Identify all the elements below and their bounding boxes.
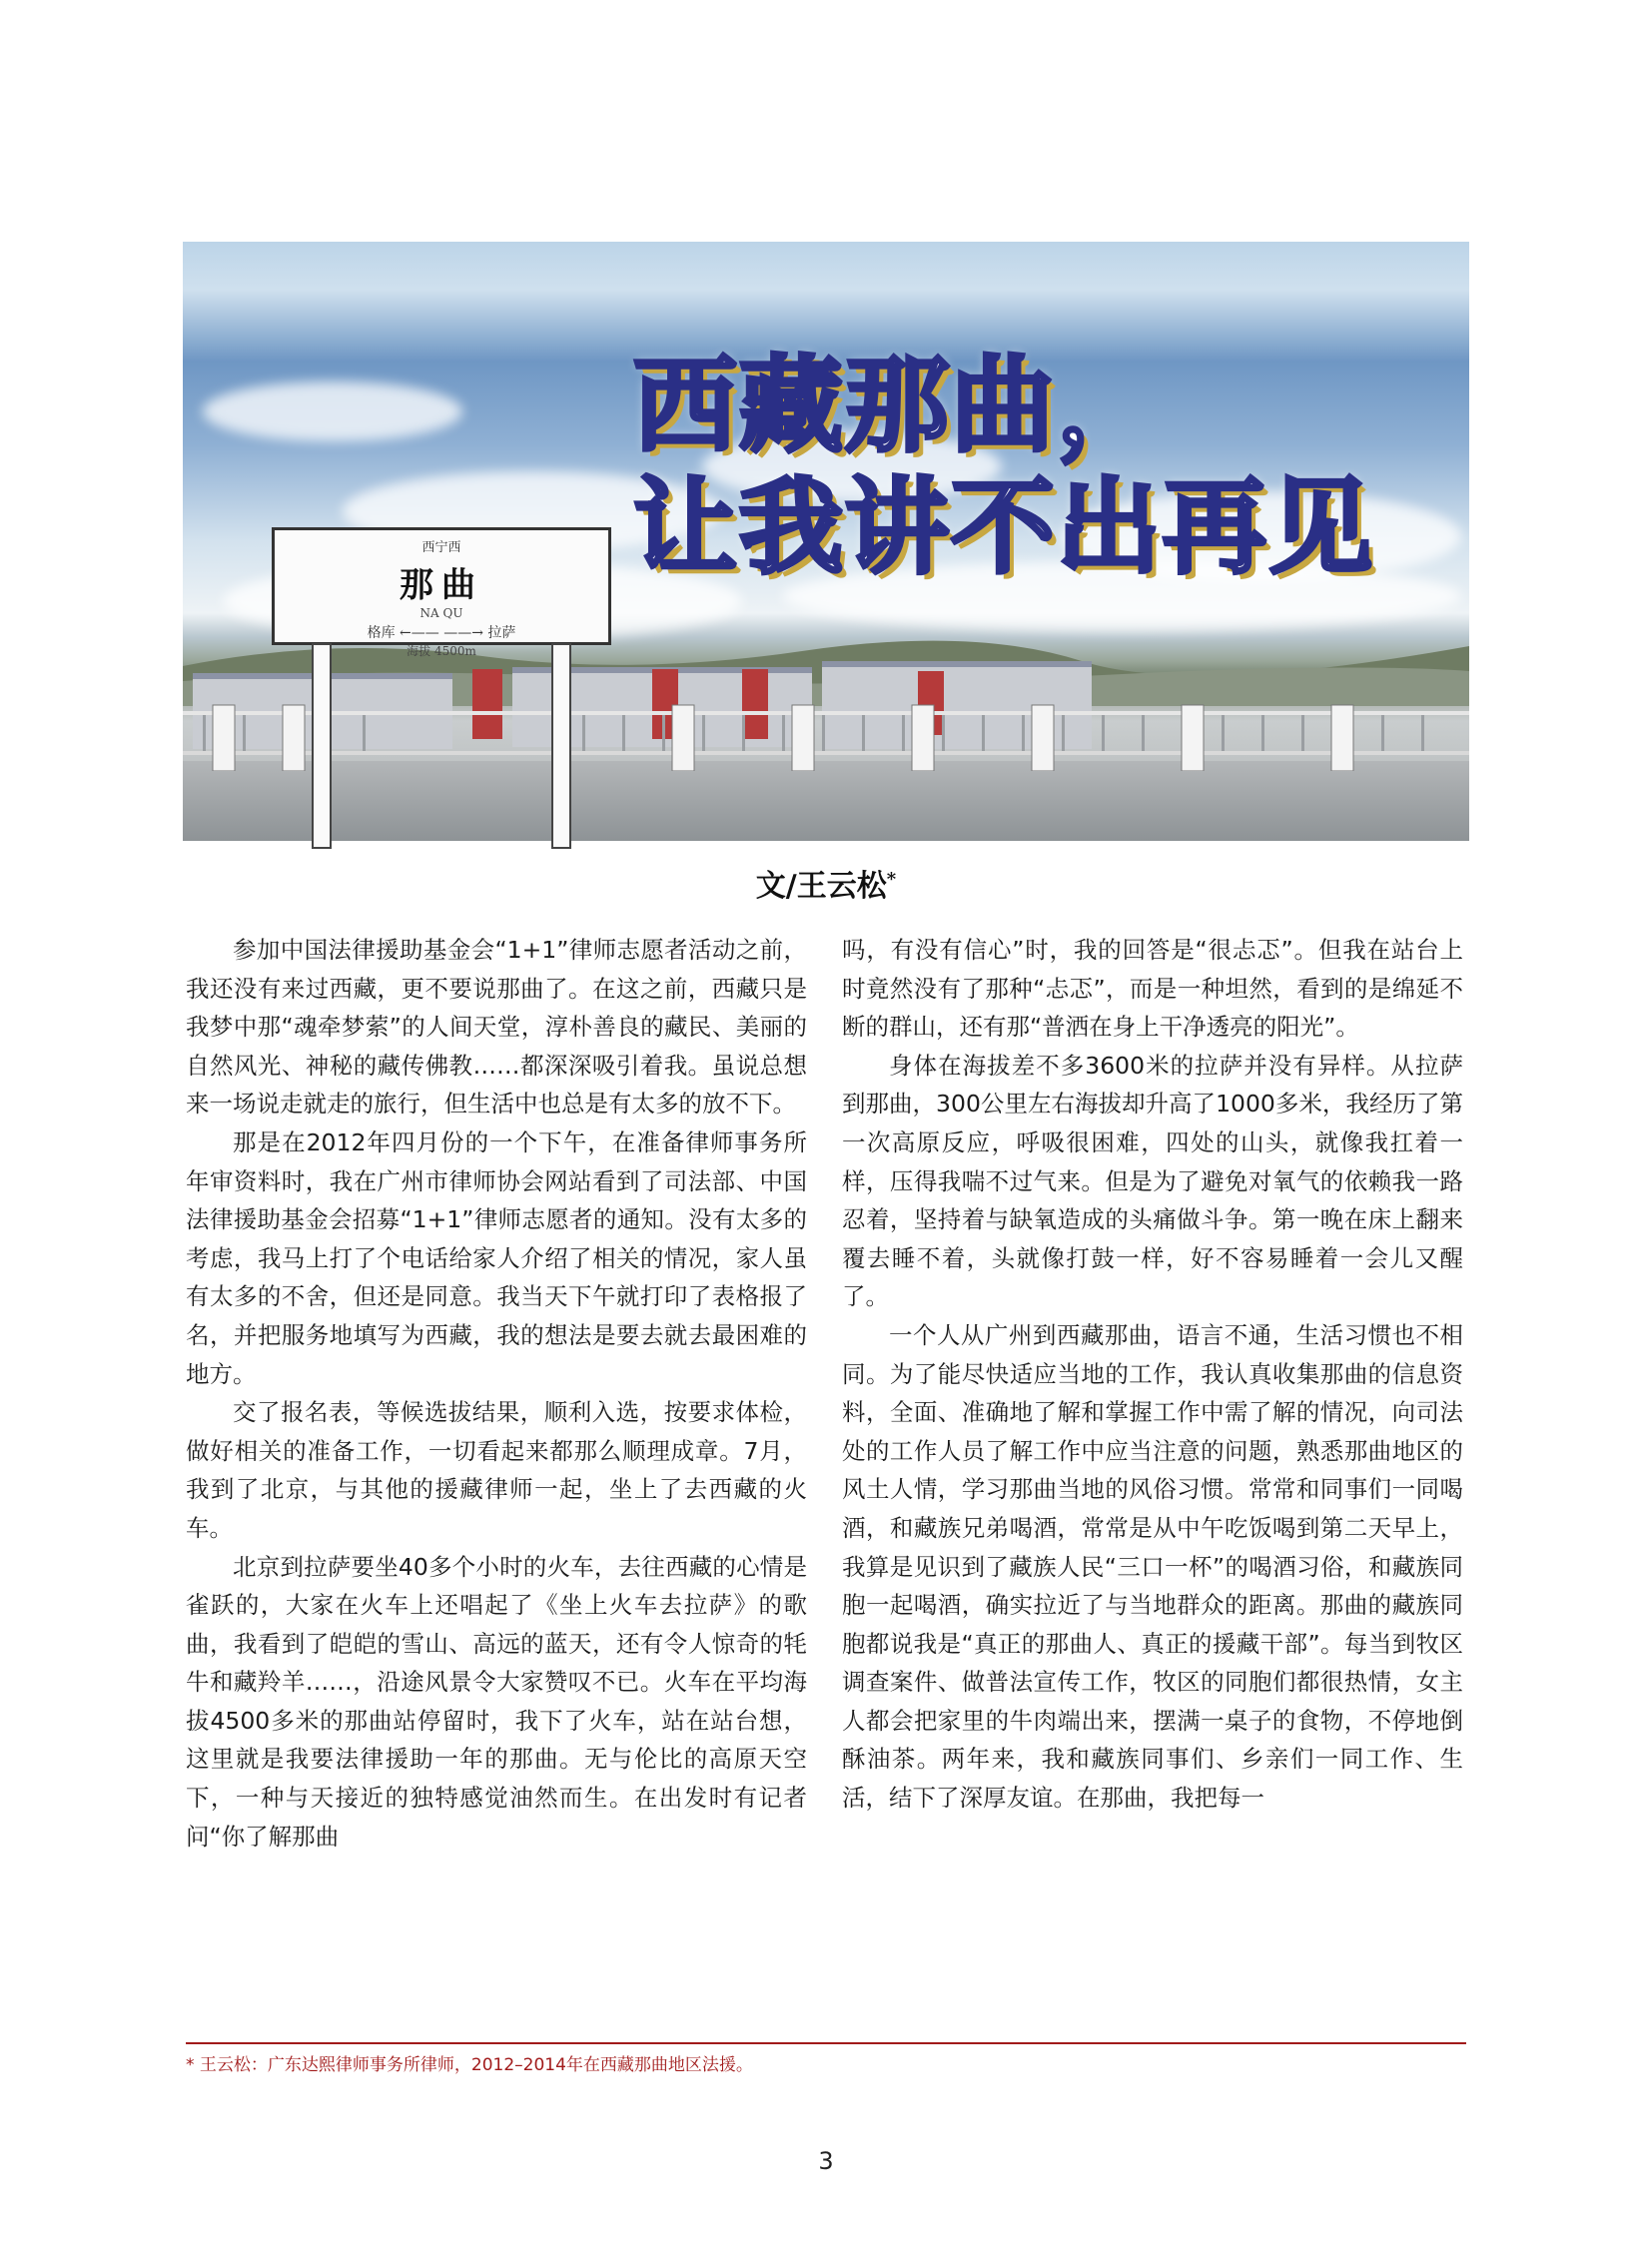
footnote: * 王云松：广东达熙律师事务所律师，2012–2014年在西藏那曲地区法援。	[186, 2055, 753, 2075]
footnote-rule	[186, 2042, 1466, 2044]
sign-direction-label: 西宁西	[421, 540, 461, 555]
page-number: 3	[818, 2147, 834, 2175]
article-title	[633, 345, 1374, 588]
sign-elevation: 海拔 4500m	[407, 644, 476, 658]
paragraph-continued: 吗，有没有信心”时，我的回答是“很忐忑”。但我在站台上时竟然没有了那种“忐忑”，而是一种坦然，看到的是绵延不断的群山，还有那“普洒在身上干净透亮的阳光”。	[842, 936, 1463, 1042]
title-line-2: 让我讲不出再见	[633, 466, 1375, 588]
station-sign-board	[272, 527, 611, 658]
paragraph: 那是在2012年四月份的一个下午，在准备律师事务所年审资料时，我在广州市律师协会网站看到了司法部、中国法律援助基金会招募“1+1”律师志愿者的通知。没有太多的考虑，我马上打了个电话给家人介绍了相关的情况，家人虽有太多的不舍，但还是同意。我当天下午就打印了表格报了名，并把服务地填写为西藏，我的想法是要去就去最困难的地方。	[186, 1127, 807, 1388]
byline-footnote-mark: *	[886, 869, 897, 890]
sign-post-right	[551, 643, 571, 849]
article-column-right	[842, 931, 1463, 1818]
paragraph: 北京到拉萨要坐40多个小时的火车，去往西藏的心情是雀跃的，大家在火车上还唱起了《坐上火车去拉萨》的歌曲，我看到了皑皑的雪山、高远的蓝天，还有令人惊奇的牦牛和藏羚羊……，沿途风景令大家赞叹不已。火车在平均海拔4500多米的那曲站停留时，我下了火车，站在站台想，这里就是我要法律援助一年的那曲。无与伦比的高原天空下，一种与天接近的独特感觉油然而生。在出发时有记者问“你了解那曲	[186, 1552, 807, 1851]
paragraph: 一个人从广州到西藏那曲，语言不通，生活习惯也不相同。为了能尽快适应当地的工作，我认真收集那曲的信息资料，全面、准确地了解和掌握工作中需了解的情况，向司法处的工作人员了解工作中应当注意的问题，熟悉那曲地区的风土人情，学习那曲当地的风俗习惯。常常和同事们一同喝酒，和藏族兄弟喝酒，常常是从中午吃饭喝到第二天早上，我算是见识到了藏族人民“三口一杯”的喝酒习俗，和藏族同胞一起喝酒，确实拉近了与当地群众的距离。那曲的藏族同胞都说我是“真正的那曲人、真正的援藏干部”。每当到牧区调查案件、做普法宣传工作，牧区的同胞们都很热情，女主人都会把家里的牛肉端出来，摆满一桌子的食物，不停地倒酥油茶。两年来，我和藏族同事们、乡亲们一同工作、生活，结下了深厚友谊。在那曲，我把每一	[842, 1320, 1463, 1813]
sign-pinyin: NA QU	[419, 606, 463, 620]
article-column-left	[186, 931, 807, 1856]
byline-author: 文/王云松	[755, 869, 887, 904]
sign-post-left	[312, 643, 332, 849]
paragraph: 交了报名表，等候选拔结果，顺利入选，按要求体检，做好相关的准备工作，一切看起来都那么顺理成章。7月，我到了北京，与其他的援藏律师一起，坐上了去西藏的火车。	[186, 1398, 807, 1542]
byline	[0, 861, 1652, 905]
sign-station-name: 那曲	[400, 565, 483, 605]
sign-arrows: 格库 ←—— ——→ 拉萨	[367, 625, 516, 641]
station-sign	[272, 527, 611, 849]
paragraph: 身体在海拔差不多3600米的拉萨并没有异样。从拉萨到那曲，300公里左右海拔却升高了1000多米，我经历了第一次高原反应，呼吸很困难，四处的山头，就像我扛着一样，压得我喘不过气来。但是为了避免对氧气的依赖我一路忍着，坚持着与缺氧造成的头痛做斗争。第一晚在床上翻来覆去睡不着，头就像打鼓一样，好不容易睡着一会儿又醒了。	[842, 1051, 1463, 1311]
title-line-1: 西藏那曲，	[633, 345, 1164, 466]
paragraph: 参加中国法律援助基金会“1+1”律师志愿者活动之前，我还没有来过西藏，更不要说那曲了。在这之前，西藏只是我梦中那“魂牵梦萦”的人间天堂，淳朴善良的藏民、美丽的自然风光、神秘的藏传佛教……都深深吸引着我。虽说总想来一场说走就走的旅行，但生活中也总是有太多的放不下。	[186, 936, 807, 1119]
